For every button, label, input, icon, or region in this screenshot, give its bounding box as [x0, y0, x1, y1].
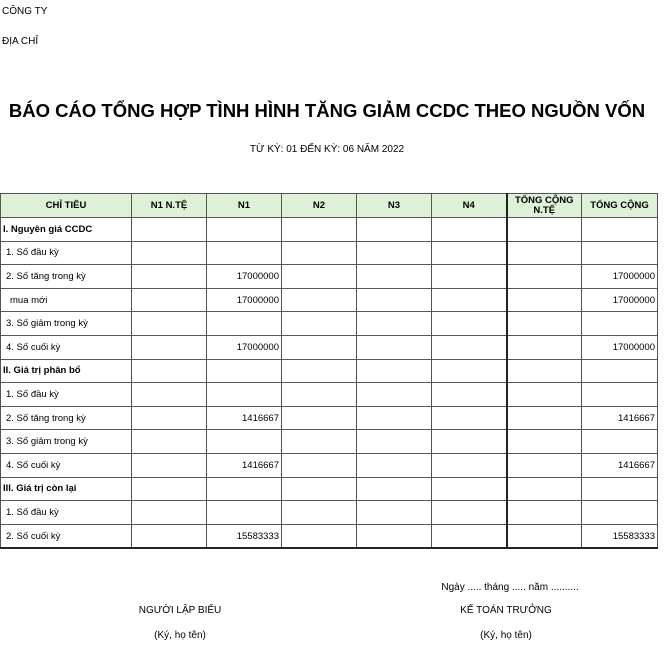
cell-tong-cong-nte [507, 288, 582, 312]
chief-accountant-title: KẾ TOÁN TRƯỞNG [460, 605, 552, 616]
cell-tong-cong-nte [507, 501, 582, 525]
cell-n3 [357, 359, 432, 383]
cell-n4 [432, 430, 507, 454]
cell-n2 [282, 524, 357, 548]
table-row [1, 501, 658, 525]
table-row [1, 477, 658, 501]
row-label: I. Nguyên giá CCDC [1, 218, 132, 242]
cell-n4 [432, 241, 507, 265]
cell-n3 [357, 312, 432, 336]
table-row [1, 430, 658, 454]
row-label: 1. Số đầu kỳ [1, 501, 132, 525]
row-label: 4. Số cuối kỳ [1, 335, 132, 359]
cell-n3 [357, 477, 432, 501]
table-row [1, 453, 658, 477]
cell-tong-cong-nte [507, 477, 582, 501]
cell-n2 [282, 241, 357, 265]
cell-n1-nte [132, 383, 207, 407]
cell-tong-cong-nte [507, 383, 582, 407]
row-label: 2. Số tăng trong kỳ [1, 406, 132, 430]
cell-n1 [207, 312, 282, 336]
row-label: mua mới [1, 288, 132, 312]
cell-n1-nte [132, 241, 207, 265]
cell-n1: 1416667 [207, 406, 282, 430]
table-row [1, 524, 658, 548]
cell-n1-nte [132, 288, 207, 312]
report-table [0, 193, 658, 549]
table-row [1, 265, 658, 289]
report-period: TỪ KỲ: 01 ĐẾN KỲ: 06 NĂM 2022 [249, 144, 405, 155]
cell-n1 [207, 218, 282, 242]
cell-n3 [357, 524, 432, 548]
cell-n4 [432, 453, 507, 477]
cell-tong-cong: 1416667 [582, 406, 658, 430]
row-label: 1. Số đầu kỳ [1, 241, 132, 265]
cell-n3 [357, 453, 432, 477]
cell-n1 [207, 430, 282, 454]
row-label: 2. Số tăng trong kỳ [1, 265, 132, 289]
preparer-signature-note: (Ký, họ tên) [154, 630, 206, 641]
cell-tong-cong [582, 312, 658, 336]
table-row [1, 406, 658, 430]
cell-n4 [432, 312, 507, 336]
cell-n2 [282, 430, 357, 454]
cell-n4 [432, 406, 507, 430]
cell-n3 [357, 383, 432, 407]
cell-n1-nte [132, 406, 207, 430]
cell-n2 [282, 218, 357, 242]
row-label: 3. Số giảm trong kỳ [1, 312, 132, 336]
address-label: ĐỊA CHỈ [2, 36, 39, 47]
table-row [1, 312, 658, 336]
cell-tong-cong: 17000000 [582, 288, 658, 312]
cell-n1-nte [132, 335, 207, 359]
row-label: II. Giá trị phân bổ [1, 359, 132, 383]
preparer-title: NGƯỜI LẬP BIỂU [138, 605, 222, 616]
row-label: 4. Số cuối kỳ [1, 453, 132, 477]
cell-tong-cong-nte [507, 359, 582, 383]
col-header-n4: N4 [432, 194, 507, 218]
col-header-chi-tieu: CHỈ TIÊU [1, 194, 132, 218]
cell-n1 [207, 241, 282, 265]
cell-n4 [432, 501, 507, 525]
cell-n1-nte [132, 524, 207, 548]
cell-n4 [432, 335, 507, 359]
cell-tong-cong: 17000000 [582, 335, 658, 359]
date-line: Ngày ..... tháng ..... năm .......... [441, 582, 579, 593]
table-row [1, 241, 658, 265]
cell-n2 [282, 288, 357, 312]
cell-n3 [357, 288, 432, 312]
cell-n1-nte [132, 265, 207, 289]
cell-n1 [207, 359, 282, 383]
cell-n3 [357, 335, 432, 359]
cell-tong-cong-nte [507, 218, 582, 242]
cell-tong-cong [582, 501, 658, 525]
cell-n2 [282, 359, 357, 383]
cell-n1: 15583333 [207, 524, 282, 548]
cell-n1: 1416667 [207, 453, 282, 477]
cell-tong-cong [582, 241, 658, 265]
table-row [1, 288, 658, 312]
cell-tong-cong-nte [507, 335, 582, 359]
cell-tong-cong: 17000000 [582, 265, 658, 289]
cell-n2 [282, 406, 357, 430]
cell-n1-nte [132, 453, 207, 477]
cell-tong-cong [582, 359, 658, 383]
cell-n2 [282, 501, 357, 525]
cell-n1 [207, 501, 282, 525]
company-label: CÔNG TY [2, 6, 48, 17]
cell-tong-cong-nte [507, 430, 582, 454]
cell-n2 [282, 453, 357, 477]
cell-n4 [432, 218, 507, 242]
cell-n1 [207, 477, 282, 501]
cell-tong-cong-nte [507, 265, 582, 289]
cell-tong-cong [582, 477, 658, 501]
cell-n1: 17000000 [207, 265, 282, 289]
cell-tong-cong [582, 430, 658, 454]
row-label: III. Giá trị còn lại [1, 477, 132, 501]
cell-n4 [432, 524, 507, 548]
cell-tong-cong [582, 218, 658, 242]
cell-n1-nte [132, 430, 207, 454]
cell-tong-cong-nte [507, 453, 582, 477]
cell-n4 [432, 383, 507, 407]
cell-n2 [282, 265, 357, 289]
cell-n3 [357, 430, 432, 454]
table-header-row [1, 194, 658, 218]
row-label: 3. Số giảm trong kỳ [1, 430, 132, 454]
cell-n3 [357, 406, 432, 430]
cell-n1-nte [132, 218, 207, 242]
cell-n2 [282, 312, 357, 336]
cell-tong-cong: 1416667 [582, 453, 658, 477]
col-header-n1: N1 [207, 194, 282, 218]
cell-n3 [357, 265, 432, 289]
cell-n1: 17000000 [207, 335, 282, 359]
cell-n4 [432, 477, 507, 501]
cell-tong-cong-nte [507, 312, 582, 336]
cell-n3 [357, 218, 432, 242]
cell-n3 [357, 501, 432, 525]
cell-n4 [432, 288, 507, 312]
cell-tong-cong-nte [507, 406, 582, 430]
table-row [1, 383, 658, 407]
table-row [1, 218, 658, 242]
chief-signature-note: (Ký, họ tên) [480, 630, 532, 641]
cell-n1: 17000000 [207, 288, 282, 312]
table-row [1, 359, 658, 383]
cell-n2 [282, 383, 357, 407]
col-header-tong-cong: TỔNG CỘNG [582, 194, 658, 218]
cell-n1 [207, 383, 282, 407]
cell-tong-cong [582, 383, 658, 407]
cell-n4 [432, 359, 507, 383]
report-title: BÁO CÁO TỔNG HỢP TÌNH HÌNH TĂNG GIẢM CCDC THEO NGUỒN VỐN [8, 100, 646, 121]
cell-tong-cong: 15583333 [582, 524, 658, 548]
cell-n1-nte [132, 359, 207, 383]
cell-n1-nte [132, 501, 207, 525]
cell-n4 [432, 265, 507, 289]
row-label: 2. Số cuối kỳ [1, 524, 132, 548]
cell-n2 [282, 477, 357, 501]
cell-n2 [282, 335, 357, 359]
col-header-n1-nte: N1 N.TỆ [132, 194, 207, 218]
cell-n1-nte [132, 477, 207, 501]
row-label: 1. Số đầu kỳ [1, 383, 132, 407]
table-body [1, 218, 658, 549]
cell-n1-nte [132, 312, 207, 336]
col-header-n3: N3 [357, 194, 432, 218]
cell-n3 [357, 241, 432, 265]
cell-tong-cong-nte [507, 524, 582, 548]
table-row [1, 335, 658, 359]
col-header-n2: N2 [282, 194, 357, 218]
cell-tong-cong-nte [507, 241, 582, 265]
col-header-tong-cong-nte: TỔNG CỘNG N.TỆ [507, 194, 582, 218]
